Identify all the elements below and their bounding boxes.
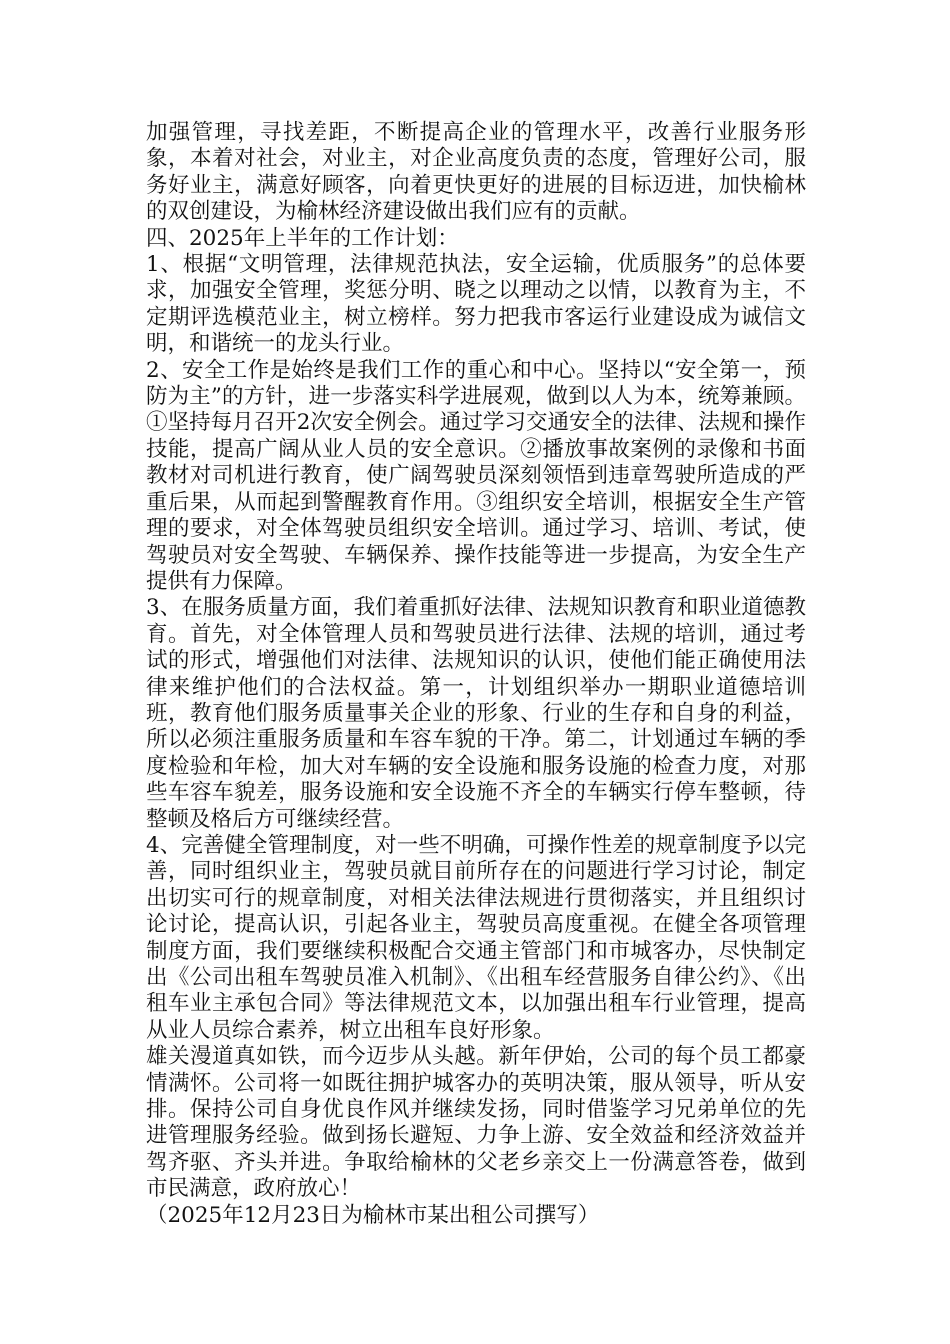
section-heading-work-plan: 四、2025年上半年的工作计划： [146, 225, 459, 251]
date-signature: （2025年12月23日为榆林市某出租公司撰写） [146, 1202, 600, 1228]
paragraph-item-3: 3、在服务质量方面，我们着重抓好法律、法规知识教育和职业道德教育。首先，对全体管理人员和驾驶员进行法律、法规的培训，通过考试的形式，增强他们对法律、法规知识的认识，使他们能正确使用法律来维护他们的合法权益。第一，计划组织举办一期职业道德培训班，教育他们服务质量事关企业的形象、行业的生存和自身的利益，所以必须注重服务质量和车容车貌的干净。第二，计划通过车辆的季度检验和年检，加大对车辆的安全设施和服务设施的检查力度，对那些车容车貌差，服务设施和安全设施不齐全的车辆实行停车整顿，待整顿及格后方可继续经营。 [146, 595, 806, 832]
document-body [146, 120, 806, 1229]
paragraph-closing: 雄关漫道真如铁，而今迈步从头越。新年伊始，公司的每个员工都豪情满怀。公司将一如既往拥护城客办的英明决策，服从领导，听从安排。保持公司自身优良作风并继续发扬，同时借鉴学习兄弟单位的先进管理服务经验。做到扬长避短、力争上游、安全效益和经济效益并驾齐驱、齐头并进。争取给榆林的父老乡亲交上一份满意答卷，做到市民满意，政府放心！ [146, 1044, 806, 1202]
paragraph-item-2: 2、安全工作是始终是我们工作的重心和中心。坚持以“安全第一，预防为主”的方针，进一步落实科学进展观，做到以人为本，统筹兼顾。①坚持每月召开2次安全例会。通过学习交通安全的法律、法规和操作技能，提高广阔从业人员的安全意识。②播放事故案例的录像和书面教材对司机进行教育，使广阔驾驶员深刻领悟到违章驾驶所造成的严重后果，从而起到警醒教育作用。③组织安全培训，根据安全生产管理的要求，对全体驾驶员组织安全培训。通过学习、培训、考试，使驾驶员对安全驾驶、车辆保养、操作技能等进一步提高，为安全生产提供有力保障。 [146, 357, 806, 594]
paragraph-intro-continued: 加强管理，寻找差距，不断提高企业的管理水平，改善行业服务形象，本着对社会，对业主，对企业高度负责的态度，管理好公司，服务好业主，满意好顾客，向着更快更好的进展的目标迈进，加快榆林的双创建设，为榆林经济建设做出我们应有的贡献。 [146, 120, 806, 225]
paragraph-item-4: 4、完善健全管理制度，对一些不明确，可操作性差的规章制度予以完善，同时组织业主，驾驶员就目前所存在的问题进行学习讨论，制定出切实可行的规章制度，对相关法律法规进行贯彻落实，并且组织讨论讨论，提高认识，引起各业主，驾驶员高度重视。在健全各项管理制度方面，我们要继续积极配合交通主管部门和市城客办，尽快制定出《公司出租车驾驶员准入机制》、《出租车经营服务自律公约》、《出租车业主承包合同》等法律规范文本，以加强出租车行业管理，提高从业人员综合素养，树立出租车良好形象。 [146, 832, 806, 1043]
paragraph-item-1: 1、根据“文明管理，法律规范执法，安全运输，优质服务”的总体要求，加强安全管理，奖惩分明、晓之以理动之以情，以教育为主，不定期评选模范业主，树立榜样。努力把我市客运行业建设成为诚信文明，和谐统一的龙头行业。 [146, 252, 806, 357]
